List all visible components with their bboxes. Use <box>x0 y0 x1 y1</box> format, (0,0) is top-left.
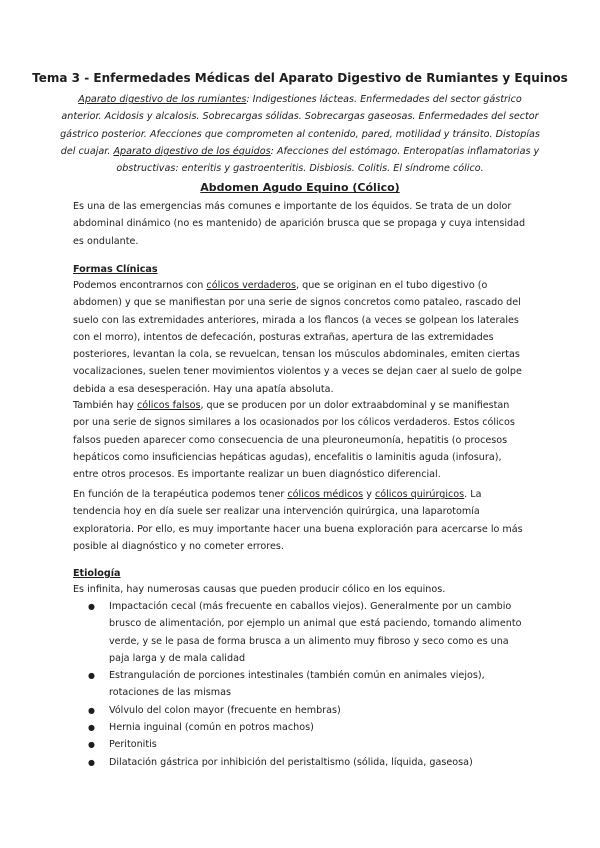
equidos-label: Aparato digestivo de los équidos <box>113 145 271 157</box>
section-intro: Es una de las emergencias más comunes e importante de los équidos. Se trata de un dolor abdominal dinámico (no es mantenido) de aparición brusca que se propaga y cuya intensidad es ondulante. <box>73 201 526 247</box>
rumiantes-text: : Indigestiones lácteas. Enfermedades del sector gástrico anterior. Acidosis y alcalosis. Sobrecargas sólidas. Sobrecargas gaseosas. Enfermedades del sector gástrico posterior. Afecciones que comprometen al contenido, pared, motilidad y tránsito. Distopías del cuajar. <box>60 94 540 157</box>
list-item: ● Hernia inguinal (común en potros machos) <box>73 719 528 736</box>
section-title: Abdomen Agudo Equino (Cólico) <box>200 181 400 194</box>
formas-p2-b: , que se producen por un dolor extraabdominal y se manifiestan por una serie de signos similares a los ocasionados por los cólicos verdaderos. Estos cólicos falsos pueden aparecer como consecuencia de una pleuroneumonía, hepatitis (o procesos hepáticos como insuficiencias hepáticas agudas), encefalitis o laminitis aguda (infosura), entre otros procesos. Es importante realizar un buen diagnóstico diferencial. <box>73 400 515 481</box>
list-item: ● Estrangulación de porciones intestinales (también común en animales viejos), rotaciones de las mismas <box>73 667 528 702</box>
topic-summary <box>60 91 540 177</box>
equidos-text: : Afecciones del estómago. Enteropatías inflamatorias y obstructivas: enteritis y gastroenteritis. Disbiosis. Colitis. El síndrome cólico. <box>116 145 540 175</box>
rumiantes-label: Aparato digestivo de los rumiantes <box>78 94 247 105</box>
formas-heading: Formas Clínicas <box>73 264 158 275</box>
formas-p3-b: . La tendencia hoy en día suele ser realizar una intervención quirúrgica, una laparotomía exploratoria. Por ello, es muy importante hacer una buena exploración para acercarse lo más posible al diagnóstico y no cometer errores. <box>73 489 523 552</box>
term-colicos-falsos: cólicos falsos <box>136 400 201 411</box>
formas-p3-and: y <box>363 489 375 500</box>
formas-p1-b: , que se originan en el tubo digestivo (o abdomen) y que se manifiestan por una serie de signos concretos como pataleo, rascado del suelo con las extremidades anteriores, mirada a los flancos (a veces se golpean los laterales con el morro), intentos de defecación, posturas extrañas, apertura de las extremidades posteriores, levantan la cola, se revuelcan, tensan los músculos abdominales, emiten ciertas vocalizaciones, suelen tener movimientos violentos y a veces se dejan caer al suelo de golpe debida a esa desesperación. Hay una apatía absoluta. <box>73 280 522 395</box>
formas-paragraph-2 <box>73 397 528 483</box>
formas-paragraph-1 <box>73 277 528 398</box>
formas-paragraph-3 <box>73 486 528 555</box>
formas-p2-a: También hay <box>73 400 137 411</box>
term-colicos-medicos: cólicos médicos <box>287 489 364 500</box>
etiologia-heading: Etiología <box>73 568 121 579</box>
etiologia-intro: Es infinita, hay numerosas causas que pueden producir cólico en los equinos. <box>73 584 446 595</box>
list-item: ● Vólvulo del colon mayor (frecuente en hembras) <box>73 702 528 719</box>
term-colicos-verdaderos: cólicos verdaderos <box>206 280 297 291</box>
formas-p1-a: Podemos encontrarnos con <box>73 280 207 291</box>
etiologia-list <box>73 598 528 771</box>
document-title: Tema 3 - Enfermedades Médicas del Aparato Digestivo de Rumiantes y Equinos <box>32 71 568 85</box>
list-item: ● Dilatación gástrica por inhibición del peristaltismo (sólida, líquida, gaseosa) <box>73 754 528 771</box>
list-item: ● Impactación cecal (más frecuente en caballos viejos). Generalmente por un cambio brusco de alimentación, por ejemplo un animal que está paciendo, tomando alimento verde, y se le pasa de forma brusca a un alimento muy fibroso y seco como es una paja larga y de mala calidad <box>73 598 528 667</box>
formas-p3-a: En función de la terapéutica podemos tener <box>73 489 288 500</box>
term-colicos-quirurgicos: cólicos quirúrgicos <box>374 489 465 500</box>
list-item: ● Peritonitis <box>73 736 528 753</box>
